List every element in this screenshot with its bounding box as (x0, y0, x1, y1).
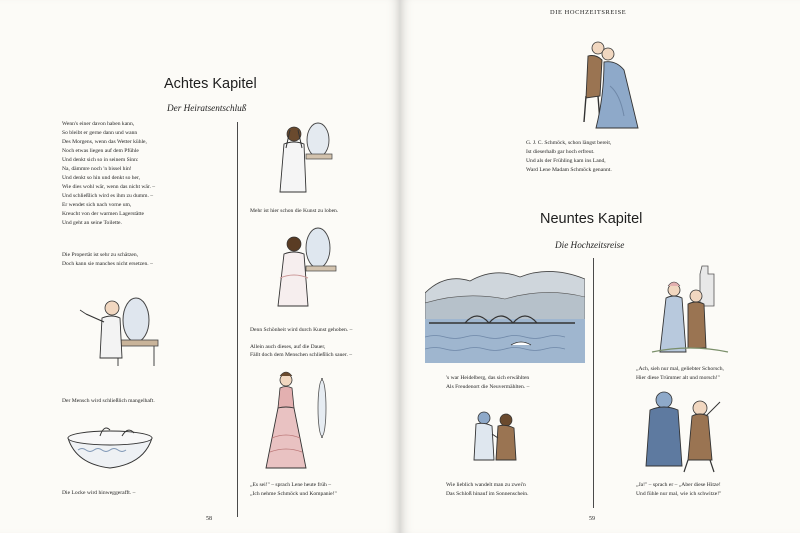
illustration-man-at-mirror (74, 288, 164, 368)
caption-kunst-gehoben: Denn Schönheit wird durch Kunst gehoben. – (250, 327, 353, 333)
poem-line: Wenn's einer davon haben kann, (62, 121, 135, 127)
top-caption-line: Und als der Frühling kam ins Land, (526, 158, 606, 164)
caption-hitze: „Ja!" – sprach er – „Aber diese Hitze! (636, 482, 721, 488)
caption-castle: Wie lieblich wandelt man zu zwei'n (446, 482, 526, 488)
illustration-lene-in-gown (260, 368, 340, 473)
illustration-heidelberg (425, 263, 585, 363)
illustration-embracing-couple (560, 36, 650, 132)
poem-line: Er wendet sich nach vorne um, (62, 202, 132, 208)
caption-allein: Fällt doch dem Menschen schließlich sauer. – (250, 352, 353, 358)
stanza-line: Die Propertät ist sehr zu schätzen, (62, 252, 139, 258)
caption-es-sei: „Ich nehme Schmöck und Kompanie!" (250, 491, 337, 497)
page-number-left: 58 (206, 516, 212, 522)
chapter-subtitle-8: Der Heiratsentschluß (167, 103, 247, 113)
illustration-woman-at-mirror-2 (270, 222, 342, 312)
poem-line: Kreucht von der warmen Lagerstätte (62, 211, 145, 217)
top-caption-line: G. J. C. Schmöck, schon längst bereit, (526, 140, 612, 146)
poem-line: So bleibt er gerne dann und wann (62, 130, 138, 136)
poem-line: Des Morgens, wenn das Wetter kühle, (62, 139, 147, 145)
chapter-subtitle-9: Die Hochzeitsreise (555, 240, 625, 250)
caption-schorsch: „Ach, sieh nur mal, geliebter Schorsch, (636, 366, 724, 372)
caption-locke: Die Locke wird hinweggerafft. – (62, 490, 136, 496)
caption-kunst-loben: Mehr ist hier schon die Kunst zu loben. (250, 208, 339, 214)
poem-line: Wie dies wohl wär, wenn das nicht wär. – (62, 184, 156, 190)
running-head: DIE HOCHZEITSREISE (550, 9, 627, 16)
poem-line: Na, dämmre noch 'n bissel hin! (62, 166, 132, 172)
caption-mangelhaft: Der Mensch wird schließlich mangelhaft. (62, 398, 155, 404)
top-caption-line: Ist dieserhalb gar hoch erfreut. (526, 149, 595, 155)
stanza-line: Doch kann sie manches nicht ersetzen. – (62, 261, 153, 267)
caption-hitze: Und fühle nur mal, wie ich schwitze!" (636, 491, 722, 497)
illustration-couple-in-heat (640, 386, 730, 476)
column-rule (593, 258, 594, 508)
caption-heidelberg: 's war Heidelberg, das sich erwählten (446, 375, 530, 381)
column-rule (237, 122, 238, 517)
top-caption-line: Ward Lene Madam Schmöck genannt. (526, 167, 612, 173)
illustration-couple-walking (466, 404, 526, 470)
caption-schorsch: Hier diese Trümmer alt und morsch!" (636, 375, 720, 381)
page-number-right: 59 (589, 516, 595, 522)
poem-line: Und denkt so hin und denkt so her, (62, 175, 141, 181)
poem-line: Und schließlich wird es ihm zu dumm. – (62, 193, 154, 199)
chapter-title-8: Achtes Kapitel (164, 76, 257, 92)
poem-line: Und denkt sich so in seinem Sinn: (62, 157, 139, 163)
illustration-wash-basin (64, 424, 156, 474)
illustration-woman-at-mirror-1 (268, 118, 340, 198)
caption-heidelberg: Als Freudenort die Neuvermählten. – (446, 384, 530, 390)
caption-allein: Allein auch dieses, auf die Dauer, (250, 344, 326, 350)
poem-line: Noch etwas liegen auf dem Pfühle (62, 148, 139, 154)
caption-castle: Das Schloß hinauf im Sonnenschein. (446, 491, 529, 497)
caption-es-sei: „Es sei!" – sprach Lene heute früh – (250, 482, 332, 488)
right-page (400, 0, 800, 533)
poem-line: Und geht an seine Toilette. (62, 220, 122, 226)
illustration-couple-at-ruins (650, 262, 730, 358)
chapter-title-9: Neuntes Kapitel (540, 211, 643, 227)
